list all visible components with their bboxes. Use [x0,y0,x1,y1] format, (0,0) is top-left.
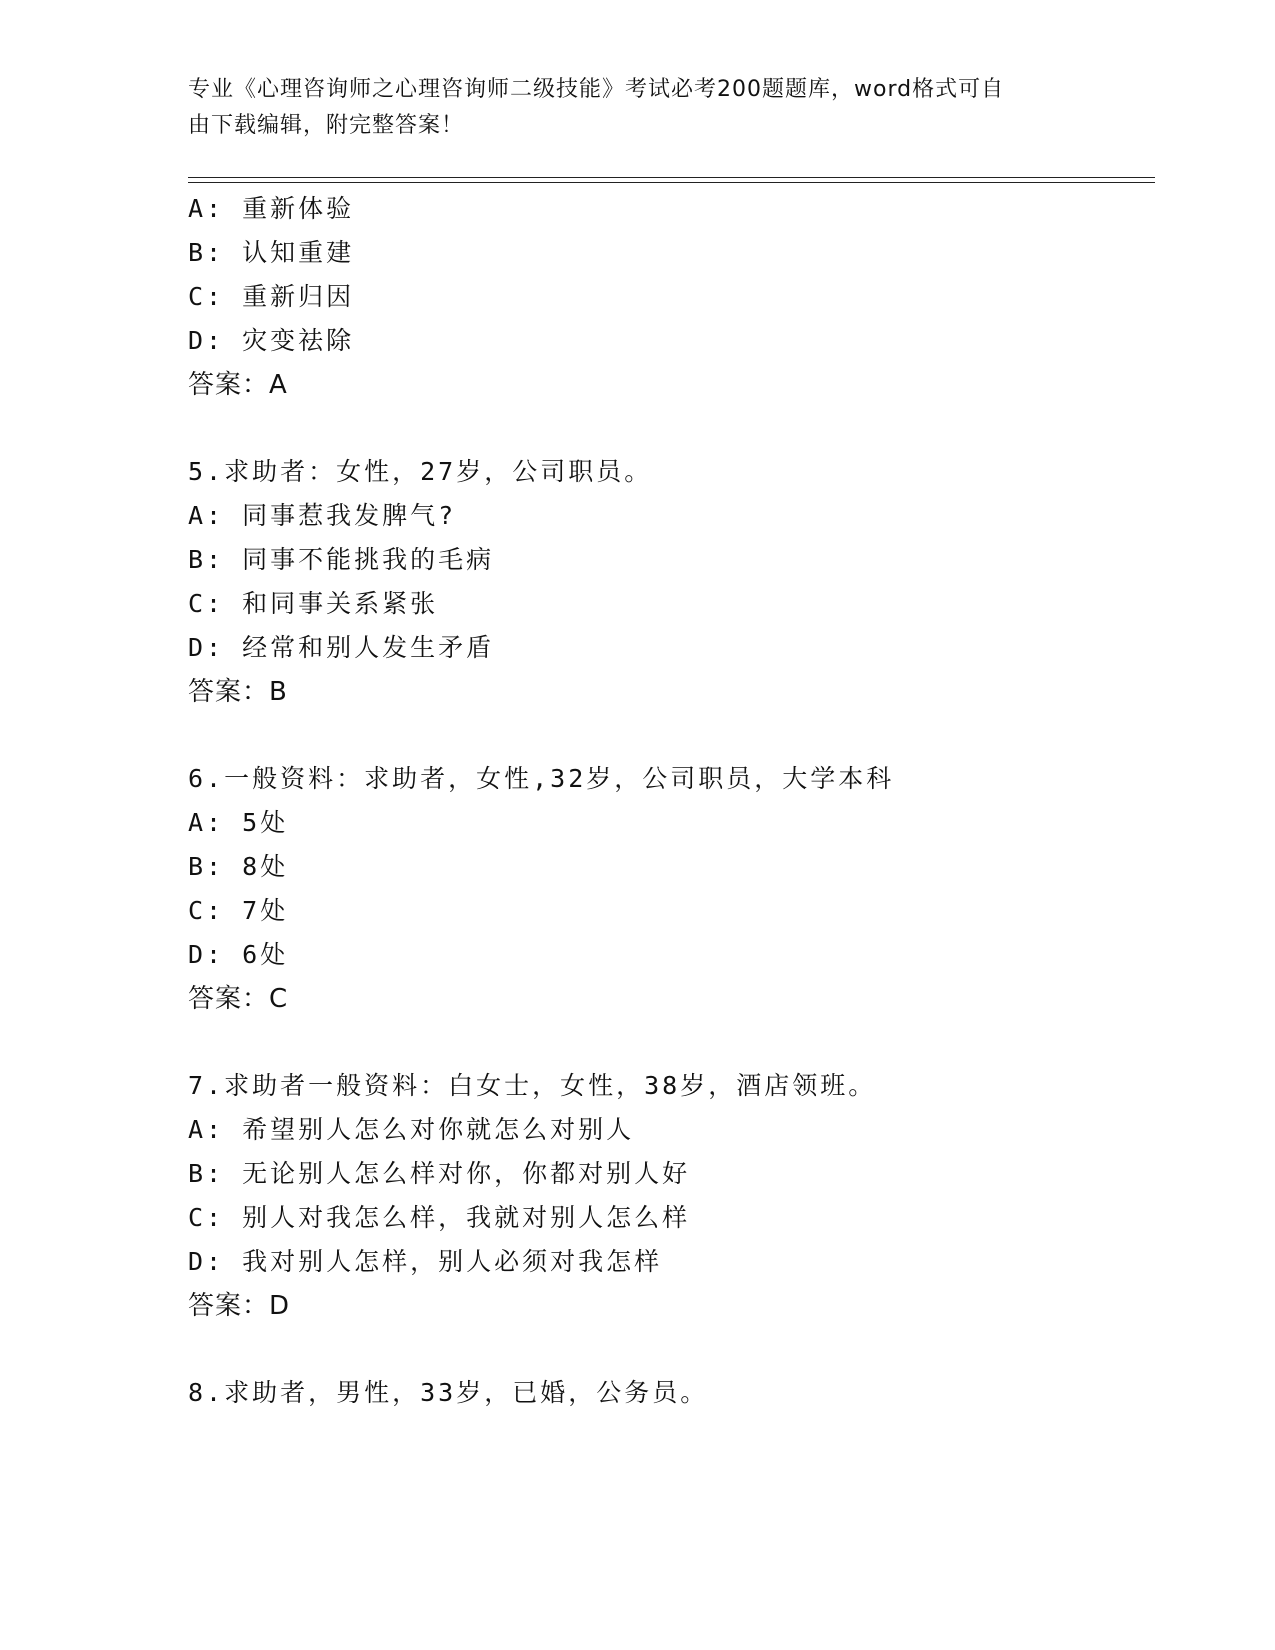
q6-option-d: D: 6处 [188,940,289,969]
document-header [188,72,1068,144]
q6-answer: 答案：C [188,984,289,1014]
q5-answer: 答案：B [188,677,288,707]
q7-stem: 7.求助者一般资料：白女士，女性，38岁，酒店领班。 [188,1071,877,1100]
q6-option-a: A: 5处 [188,808,289,837]
q4-option-c: C: 重新归因 [188,282,355,311]
q6-stem: 6.一般资料：求助者，女性,32岁，公司职员，大学本科 [188,764,895,793]
q4-option-a: A: 重新体验 [188,194,355,223]
header-line-1: 专业《心理咨询师之心理咨询师二级技能》考试必考200题题库，word格式可自 [188,77,1005,102]
q4-answer: 答案：A [188,370,288,400]
q7-option-d: D: 我对别人怎样，别人必须对我怎样 [188,1247,663,1276]
q6-option-c: C: 7处 [188,896,289,925]
q8-stem: 8.求助者，男性，33岁，已婚，公务员。 [188,1378,709,1407]
q7-answer: 答案：D [188,1291,291,1321]
q5-stem: 5.求助者：女性，27岁，公司职员。 [188,457,653,486]
q5-option-b: B: 同事不能挑我的毛病 [188,545,495,574]
q7-option-c: C: 别人对我怎么样，我就对别人怎么样 [188,1203,691,1232]
q7-option-a: A: 希望别人怎么对你就怎么对别人 [188,1115,635,1144]
q6-option-b: B: 8处 [188,852,289,881]
header-line-2: 由下载编辑，附完整答案！ [188,113,465,138]
q4-option-d: D: 灾变祛除 [188,326,355,355]
header-divider-top [188,177,1155,178]
q5-option-d: D: 经常和别人发生矛盾 [188,633,495,662]
q5-option-c: C: 和同事关系紧张 [188,589,439,618]
q7-option-b: B: 无论别人怎么样对你，你都对别人好 [188,1159,691,1188]
q4-option-b: B: 认知重建 [188,238,355,267]
q5-option-a: A: 同事惹我发脾气? [188,501,457,530]
header-divider-bottom [188,182,1155,183]
